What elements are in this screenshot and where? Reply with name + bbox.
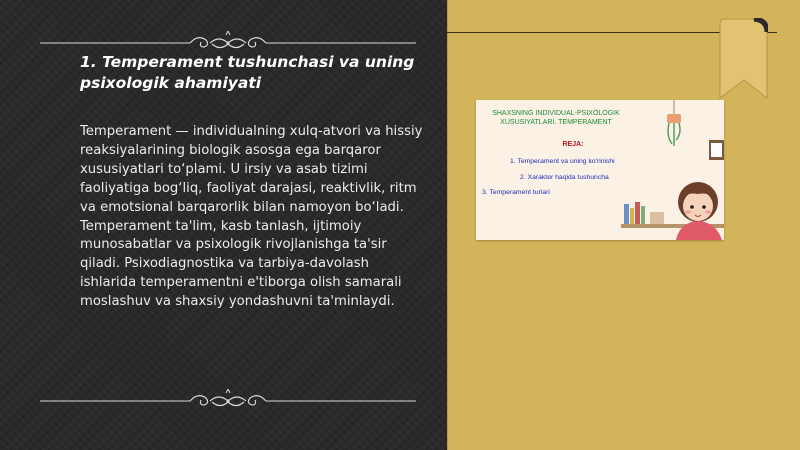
slide-thumbnail xyxy=(476,100,724,240)
thumbnail-plan-item: 2. Xarakter haqida tushuncha xyxy=(520,174,609,181)
flourish-ornament-bottom xyxy=(40,389,416,413)
bookmark-tab-icon xyxy=(718,18,768,100)
girl-illustration xyxy=(676,182,722,240)
thumbnail-title: SHAXSNING INDIVIDUAL-PSIXOLOGIK XUSUSIYATLARI. TEMPERAMENT xyxy=(492,110,620,126)
slide-heading: 1. Temperament tushunchasi va uning psixologik ahamiyati xyxy=(80,53,415,92)
thumbnail-reja: REJA: xyxy=(562,141,584,148)
thumbnail-plan-item: 3. Temperament turlari xyxy=(482,189,550,196)
slide-body-text: Temperament — individualning xulq-atvori va hissiy reaksiyalarining biologik asosga ega barqaror xususiyatlari to‘plami. U irsiy va asab tizimi faoliyatiga bog‘liq, faoliyat darajasi, reaktivlik, ritm va emotsional barqarorlik bilan namoyon bo‘ladi. Temperament ta'lim, kasb tanlash, ijtimoiy munosabatlar va psixologik rivojlanishga ta'sir qiladi. Psixodiagnostika va tarbiya-davolash ishlarida temperamentni e'tiborga olish samarali moslashuv va shaxsiy yondashuvni ta'minlaydi. xyxy=(80,124,423,310)
thumbnail-plan-item: 1. Temperament va uning ko'rinishi xyxy=(510,158,615,165)
